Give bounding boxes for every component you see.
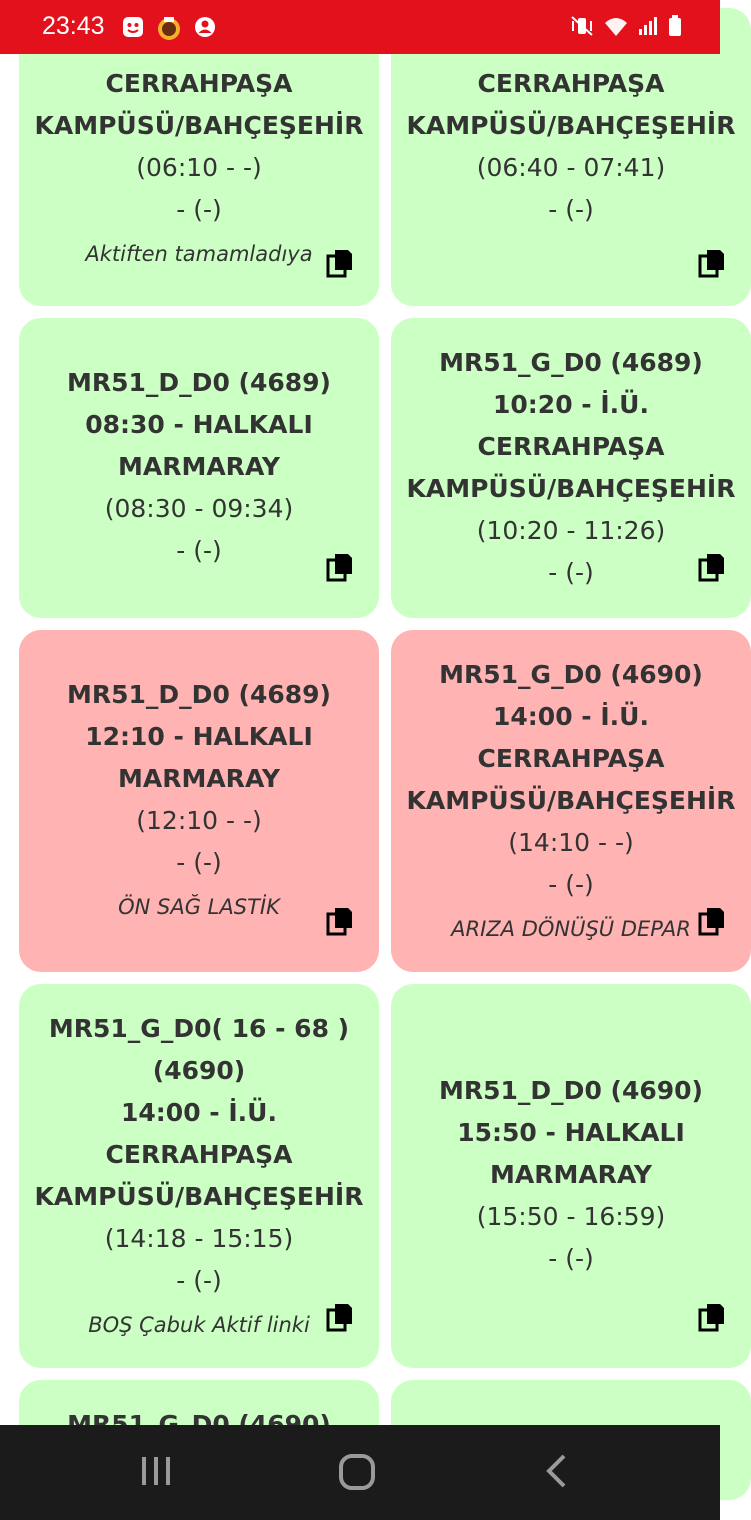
trip-driver: - (-)	[176, 1266, 222, 1295]
trip-card[interactable]	[391, 630, 751, 972]
trip-time-range: (10:20 - 11:26)	[476, 516, 666, 545]
trip-time-range: (06:40 - 07:41)	[476, 153, 666, 182]
home-icon[interactable]	[338, 1453, 376, 1491]
copy-icon[interactable]	[698, 552, 726, 582]
trip-line: MR51_G_D0 (4690)	[439, 660, 703, 689]
trip-line: MARMARAY	[117, 452, 280, 481]
copy-icon[interactable]	[326, 248, 354, 278]
trip-card[interactable]	[19, 630, 379, 972]
trip-line: MR51_D_D0 (4690)	[439, 1076, 703, 1105]
trip-driver: - (-)	[176, 536, 222, 565]
trip-line: KAMPÜSÜ/BAHÇEŞEHİR	[406, 786, 736, 815]
trip-note: Aktiften tamamladıya	[85, 242, 313, 266]
copy-icon[interactable]	[326, 1302, 354, 1332]
trip-line: 14:00 - İ.Ü.	[121, 1098, 277, 1127]
mute-vibrate-icon	[570, 15, 594, 37]
trip-driver: - (-)	[548, 558, 594, 587]
trip-line: MR51_G_D0( 16 - 68 )	[48, 1014, 350, 1043]
account-notification-icon	[194, 16, 216, 38]
signal-icon	[638, 15, 658, 37]
trip-line: 08:30 - HALKALI	[85, 410, 313, 439]
trip-card[interactable]	[19, 318, 379, 618]
trip-line: CERRAHPAŞA	[477, 432, 665, 461]
system-status-icons	[570, 15, 682, 37]
trip-line: CERRAHPAŞA	[477, 744, 665, 773]
trip-line: 10:20 - İ.Ü.	[493, 390, 649, 419]
trip-card[interactable]	[19, 984, 379, 1368]
trip-line: MARMARAY	[117, 764, 280, 793]
trip-line: KAMPÜSÜ/BAHÇEŞEHİR	[34, 111, 364, 140]
trip-line: KAMPÜSÜ/BAHÇEŞEHİR	[406, 111, 736, 140]
trip-line: 12:10 - HALKALI	[85, 722, 313, 751]
trip-card-grid[interactable]	[0, 54, 736, 1425]
trip-driver: - (-)	[176, 195, 222, 224]
back-icon[interactable]	[542, 1453, 572, 1489]
trip-note: ARIZA DÖNÜŞÜ DEPAR	[451, 917, 691, 941]
trip-time-range: (08:30 - 09:34)	[104, 494, 294, 523]
trip-card[interactable]	[391, 318, 751, 618]
trip-line: KAMPÜSÜ/BAHÇEŞEHİR	[34, 1182, 364, 1211]
status-bar	[0, 0, 720, 54]
trip-line: 14:00 - İ.Ü.	[493, 702, 649, 731]
trip-driver: - (-)	[548, 870, 594, 899]
trip-line: CERRAHPAŞA	[105, 1140, 293, 1169]
trip-note: ÖN SAĞ LASTİK	[118, 895, 280, 919]
trip-time-range: (14:18 - 15:15)	[104, 1224, 294, 1253]
copy-icon[interactable]	[698, 248, 726, 278]
trip-time-range: (14:10 - -)	[508, 828, 634, 857]
trip-card[interactable]	[391, 984, 751, 1368]
trip-line: CERRAHPAŞA	[477, 69, 665, 98]
trip-line: 15:50 - HALKALI	[457, 1118, 685, 1147]
recent-apps-icon[interactable]	[138, 1453, 174, 1489]
trip-line: MR51_D_D0 (4689)	[67, 368, 331, 397]
copy-icon[interactable]	[326, 552, 354, 582]
trip-driver: - (-)	[548, 1244, 594, 1273]
game-notification-icon	[156, 16, 182, 40]
status-time: 23:43	[42, 12, 105, 40]
trip-line: MR51_G_D0 (4689)	[439, 348, 703, 377]
trip-driver: - (-)	[548, 195, 594, 224]
trip-line: (4690)	[152, 1056, 246, 1085]
trip-time-range: (12:10 - -)	[136, 806, 262, 835]
smiley-notification-icon	[122, 16, 144, 38]
notification-icons	[122, 16, 216, 40]
trip-line: KAMPÜSÜ/BAHÇEŞEHİR	[406, 474, 736, 503]
trip-time-range: (06:10 - -)	[136, 153, 262, 182]
trip-note: BOŞ Çabuk Aktif linki	[88, 1313, 310, 1337]
trip-driver: - (-)	[176, 848, 222, 877]
copy-icon[interactable]	[698, 1302, 726, 1332]
trip-line: MARMARAY	[489, 1160, 652, 1189]
trip-line: MR51_D_D0 (4689)	[67, 680, 331, 709]
navigation-bar	[0, 1425, 720, 1520]
battery-icon	[668, 15, 682, 37]
copy-icon[interactable]	[698, 906, 726, 936]
copy-icon[interactable]	[326, 906, 354, 936]
wifi-icon	[604, 15, 628, 37]
trip-time-range: (15:50 - 16:59)	[476, 1202, 666, 1231]
trip-line: CERRAHPAŞA	[105, 69, 293, 98]
